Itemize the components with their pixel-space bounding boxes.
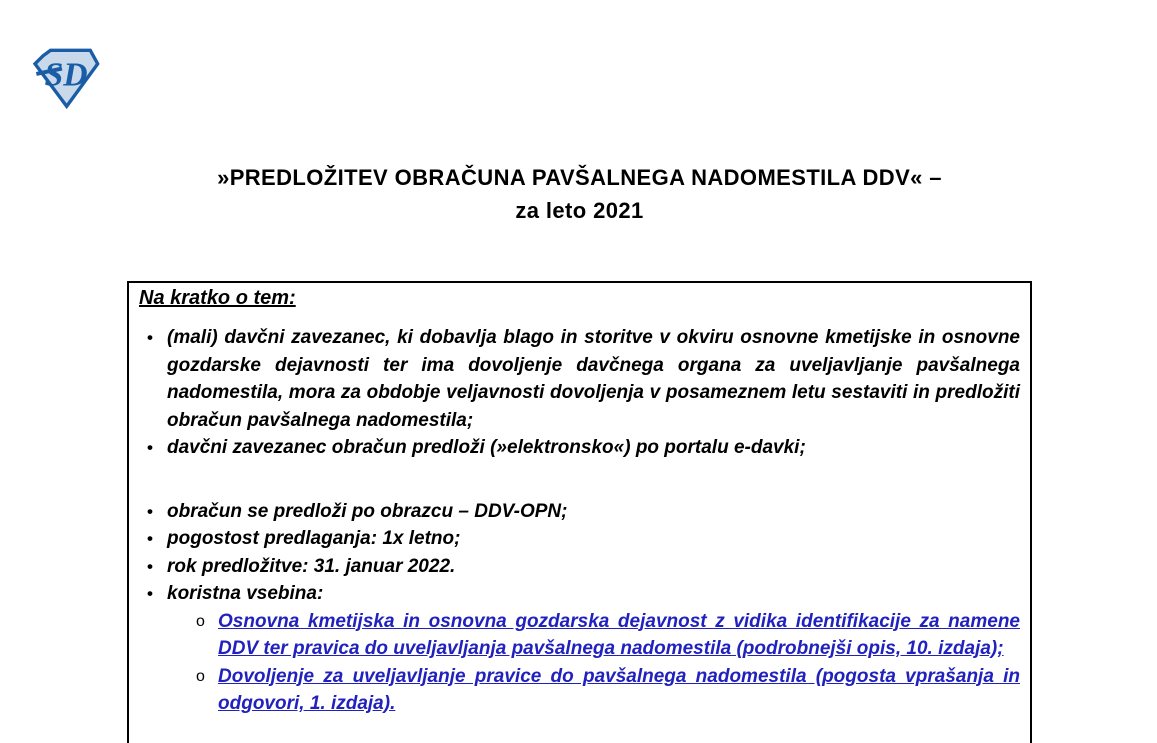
link-item [139, 663, 1020, 718]
spacer [139, 462, 1020, 498]
page-title [127, 161, 1032, 227]
bullet-list-group1 [139, 324, 1020, 462]
logo-letters: SD [44, 56, 88, 94]
sd-shield-logo [32, 47, 100, 109]
bullet-item-useful-content: • koristna vsebina: [139, 580, 1020, 608]
bullet-item-deadline: • rok predložitve: 31. januar 2022. [139, 553, 1020, 581]
bullet-item-taxpayer-obligation: • (mali) davčni zavezanec, ki dobavlja blago in storitve v okviru osnovne kmetijske in osnovne gozdarske dejavnosti ter ima dovoljenje davčnega organa za uveljavljanje pavšalnega nadomestila, mora za obdobje veljavnosti dovoljenja v posameznem letu sestaviti in predložiti obračun pavšalnega nadomestila; [139, 324, 1020, 434]
page-title-line1: »PREDLOŽITEV OBRAČUNA PAVŠALNEGA NADOMESTILA DDV« – [217, 165, 942, 190]
summary-box [127, 281, 1032, 743]
bullet-item-form: • obračun se predloži po obrazcu – DDV-OPN; [139, 498, 1020, 526]
bullet-list-group2 [139, 498, 1020, 608]
page-title-line2: za leto 2021 [515, 198, 644, 223]
link-dovoljenje-pavsalno-nadomestilo[interactable]: Dovoljenje za uveljavljanje pravice do pavšalnega nadomestila (pogosta vprašanja in odgovori, 1. izdaja). [218, 665, 1020, 714]
link-list [139, 608, 1020, 718]
bullet-item-electronic-submission: • davčni zavezanec obračun predloži (»elektronsko«) po portalu e-davki; [139, 434, 1020, 462]
sd-shield-logo-icon [32, 47, 100, 109]
link-osnovna-kmetijska-dejavnost[interactable]: Osnovna kmetijska in osnovna gozdarska dejavnost z vidika identifikacije za namene DDV ter pravica do uveljavljanja pavšalnega nadomestila (podrobnejši opis, 10. izdaja); [218, 610, 1020, 659]
bullet-item-frequency: • pogostost predlaganja: 1x letno; [139, 525, 1020, 553]
link-item [139, 608, 1020, 663]
box-heading: Na kratko o tem: [139, 287, 296, 309]
